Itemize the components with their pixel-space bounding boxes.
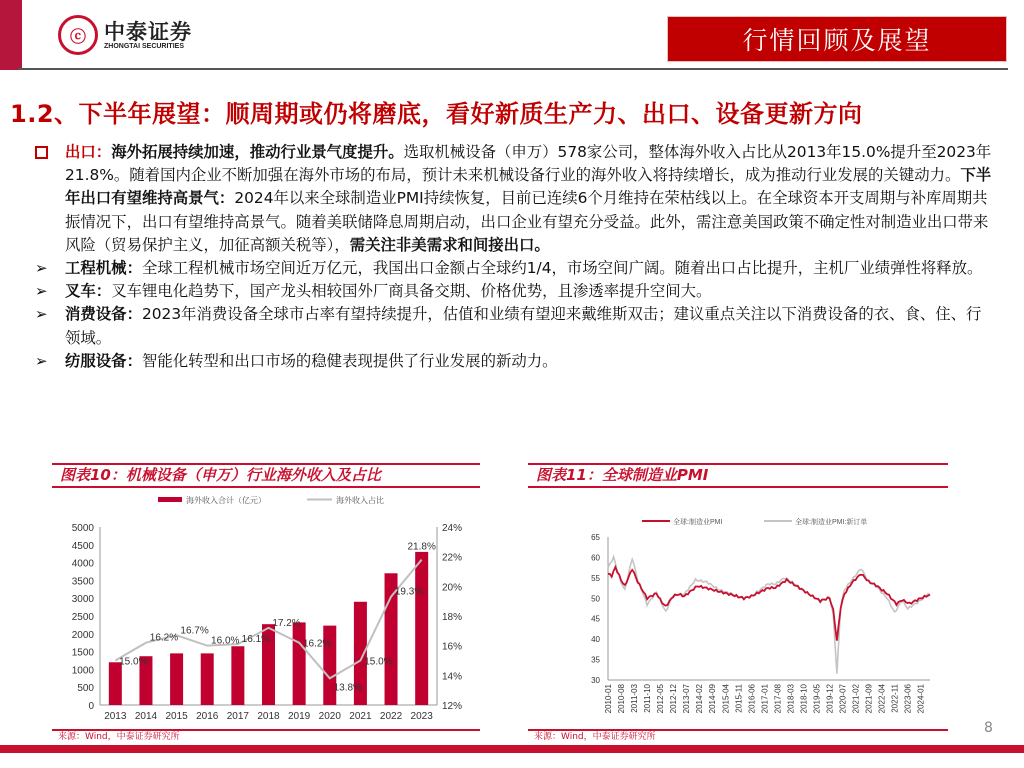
x-tick-label: 2021-02 xyxy=(851,684,861,714)
y-tick-label: 1000 xyxy=(71,665,94,677)
y-tick-label: 35 xyxy=(591,655,600,665)
chart-panel-pmi xyxy=(528,463,948,743)
data-label: 15.0% xyxy=(119,656,148,668)
legend-label: 海外收入占比 xyxy=(336,496,384,505)
y2-tick-label: 12% xyxy=(442,701,463,712)
chart-panel-overseas xyxy=(52,463,480,743)
x-tick-label: 2016-06 xyxy=(747,684,757,714)
y-tick-label: 5000 xyxy=(71,523,94,534)
chart-source: 来源：Wind，中泰证券研究所 xyxy=(528,729,948,742)
x-tick-label: 2011-03 xyxy=(630,684,640,713)
data-label: 21.8% xyxy=(407,541,436,553)
x-tick-label: 2013 xyxy=(104,711,127,722)
label: 工程机械： xyxy=(65,259,142,278)
x-tick-label: 2018-03 xyxy=(786,684,796,714)
y2-tick-label: 16% xyxy=(442,641,463,653)
label: 消费设备： xyxy=(65,305,142,324)
x-tick-label: 2010-08 xyxy=(617,684,627,714)
data-label: 19.3% xyxy=(394,586,424,598)
y-tick-label: 0 xyxy=(88,701,94,712)
x-tick-label: 2015 xyxy=(165,711,188,722)
y-tick-label: 2000 xyxy=(71,629,94,641)
x-tick-label: 2011-10 xyxy=(643,684,653,713)
text: 选取机械设备（申万）578家公司，整体海外收入占比从2013年15.0%提升至2023年21.8%。随着国内企业不断加强在海外市场的布局，预计未来机械设备行业的海外收入将持续增长，成为推动行业发展的关键动力。 xyxy=(65,143,992,185)
x-tick-label: 2016 xyxy=(196,711,219,722)
y-tick-label: 55 xyxy=(591,573,600,583)
arrow-bullet-icon: ➢ xyxy=(35,259,48,278)
y-tick-label: 2500 xyxy=(71,612,94,623)
y-tick-label: 4000 xyxy=(71,558,94,570)
x-tick-label: 2015-04 xyxy=(721,684,731,714)
arrow-bullet-icon: ➢ xyxy=(35,282,48,301)
x-tick-label: 2012-12 xyxy=(669,684,679,714)
legend-bar-swatch xyxy=(158,497,182,502)
y2-tick-label: 22% xyxy=(442,552,463,564)
data-label: 16.2% xyxy=(302,638,332,650)
bold-text: 海外拓展持续加速，推动行业景气度提升。 xyxy=(111,143,404,161)
y-tick-label: 40 xyxy=(591,635,600,645)
x-tick-label: 2022-11 xyxy=(890,684,900,713)
x-tick-label: 2018 xyxy=(257,711,280,722)
x-tick-label: 2020 xyxy=(318,711,341,722)
data-label: 16.0% xyxy=(211,635,240,647)
logo-icon: ⓒ xyxy=(58,15,98,55)
legend-label: 全球:制造业PMI xyxy=(673,519,723,526)
x-tick-label: 2013-07 xyxy=(682,684,692,714)
x-tick-label: 2010-01 xyxy=(604,684,613,714)
data-label: 16.7% xyxy=(180,625,209,637)
x-tick-label: 2014-02 xyxy=(695,684,705,714)
bar xyxy=(170,653,183,705)
footer-band xyxy=(0,745,1024,753)
x-tick-label: 2021-09 xyxy=(864,684,874,714)
arrow-bullet-icon: ➢ xyxy=(35,351,48,370)
y-tick-label: 4500 xyxy=(71,540,94,552)
overseas-revenue-chart xyxy=(52,490,480,728)
data-label: 16.2% xyxy=(149,632,179,644)
y-tick-label: 50 xyxy=(591,594,600,604)
y-tick-label: 3500 xyxy=(71,576,94,588)
label: 叉车： xyxy=(65,282,112,301)
y-tick-label: 30 xyxy=(591,676,600,685)
bold-text: 下半年出口有望维持高景气： xyxy=(65,166,992,208)
header-divider xyxy=(18,68,1008,70)
y-tick-label: 45 xyxy=(591,614,600,624)
text: 叉车锂电化趋势下，国产龙头相较国外厂商具备交期、价格优势，且渗透率提升空间大。 xyxy=(111,282,712,301)
paragraph-forklift xyxy=(35,280,995,303)
logo-en: ZHONGTAI SECURITIES xyxy=(104,42,184,50)
x-tick-label: 2017-01 xyxy=(760,684,770,714)
y-tick-label: 65 xyxy=(591,533,600,542)
x-tick-label: 2012-05 xyxy=(656,684,666,714)
x-tick-label: 2017 xyxy=(226,711,249,722)
bold-text: 需关注非美需求和间接出口。 xyxy=(349,235,550,254)
x-tick-label: 2015-11 xyxy=(734,684,744,713)
y2-tick-label: 24% xyxy=(442,523,463,534)
data-label: 17.2% xyxy=(272,617,301,629)
bar xyxy=(293,622,306,705)
x-tick-label: 2019-05 xyxy=(812,684,822,714)
y-tick-label: 60 xyxy=(591,553,600,563)
x-tick-label: 2023-06 xyxy=(903,684,913,714)
brand-stripe xyxy=(0,0,22,70)
label: 出口： xyxy=(65,143,112,161)
bar xyxy=(109,662,122,705)
data-label: 13.8% xyxy=(333,682,362,694)
y2-tick-label: 20% xyxy=(442,582,463,594)
y2-tick-label: 18% xyxy=(442,612,463,623)
chart-title: 图表11：全球制造业PMI xyxy=(528,463,948,488)
arrow-bullet-icon: ➢ xyxy=(35,305,48,324)
x-tick-label: 2020-07 xyxy=(838,684,848,714)
x-tick-label: 2014-09 xyxy=(708,684,718,714)
bar xyxy=(201,653,214,705)
page-title: 1.2、下半年展望：顺周期或仍将磨底，看好新质生产力、出口、设备更新方向 xyxy=(10,100,863,128)
x-tick-label: 2019-12 xyxy=(825,684,835,714)
x-tick-label: 2022 xyxy=(379,711,403,722)
section-title: 行情回顾及展望 xyxy=(667,16,1007,62)
paragraph-construction xyxy=(35,257,995,280)
x-tick-label: 2023 xyxy=(410,711,433,722)
logo-cn: 中泰证券 xyxy=(104,19,192,44)
y-tick-label: 3000 xyxy=(71,594,94,606)
chart-source: 来源：Wind，中泰证券研究所 xyxy=(52,729,480,742)
page-number: 8 xyxy=(984,720,993,736)
paragraph-consumer xyxy=(35,303,995,349)
text: 智能化转型和出口市场的稳健表现提供了行业发展的新动力。 xyxy=(141,351,558,370)
bar xyxy=(231,646,244,705)
x-tick-label: 2021 xyxy=(349,711,372,722)
x-tick-label: 2014 xyxy=(134,711,158,722)
y-tick-label: 1500 xyxy=(71,647,94,659)
pmi-line xyxy=(608,567,930,641)
y-tick-label: 500 xyxy=(77,683,94,695)
pmi-chart xyxy=(528,490,948,728)
y2-tick-label: 14% xyxy=(442,671,463,683)
chart-title: 图表10：机械设备（申万）行业海外收入及占比 xyxy=(52,463,480,488)
square-bullet-icon xyxy=(35,141,48,166)
x-tick-label: 2024-01 xyxy=(916,684,926,714)
text: 2024年以来全球制造业PMI持续恢复，目前已连续6个月维持在荣枯线以上。在全球资本开支周期与补库周期共振情况下，出口有望维持高景气。随着美联储降息周期启动，出口企业有望充分受益。此外，需注意美国政策不确定性对制造业出口带来风险（贸易保护主义，加征高额关税等）， xyxy=(65,189,989,254)
x-tick-label: 2017-08 xyxy=(773,684,783,714)
paragraph-export xyxy=(35,141,995,257)
label: 纺服设备： xyxy=(65,351,142,370)
legend-label: 全球:制造业PMI:新订单 xyxy=(795,519,868,526)
new-orders-pmi-line xyxy=(608,557,930,674)
data-label: 16.1% xyxy=(241,634,271,646)
x-tick-label: 2019 xyxy=(288,711,311,722)
paragraph-textile xyxy=(35,350,995,373)
x-tick-label: 2018-10 xyxy=(799,684,809,714)
data-label: 15.0% xyxy=(364,656,393,668)
bar xyxy=(415,552,428,705)
text: 2023年消费设备全球市占率有望持续提升，估值和业绩有望迎来戴维斯双击；建议重点关注以下消费设备的衣、食、住、行领域。 xyxy=(65,305,982,347)
body-text xyxy=(35,141,995,373)
company-logo xyxy=(58,15,192,55)
text: 全球工程机械市场空间近万亿元，我国出口金额占全球约1/4，市场空间广阔。随着出口占比提升，主机厂业绩弹性将释放。 xyxy=(141,259,983,278)
legend-label: 海外收入合计（亿元） xyxy=(186,496,266,505)
x-tick-label: 2022-04 xyxy=(877,684,887,714)
